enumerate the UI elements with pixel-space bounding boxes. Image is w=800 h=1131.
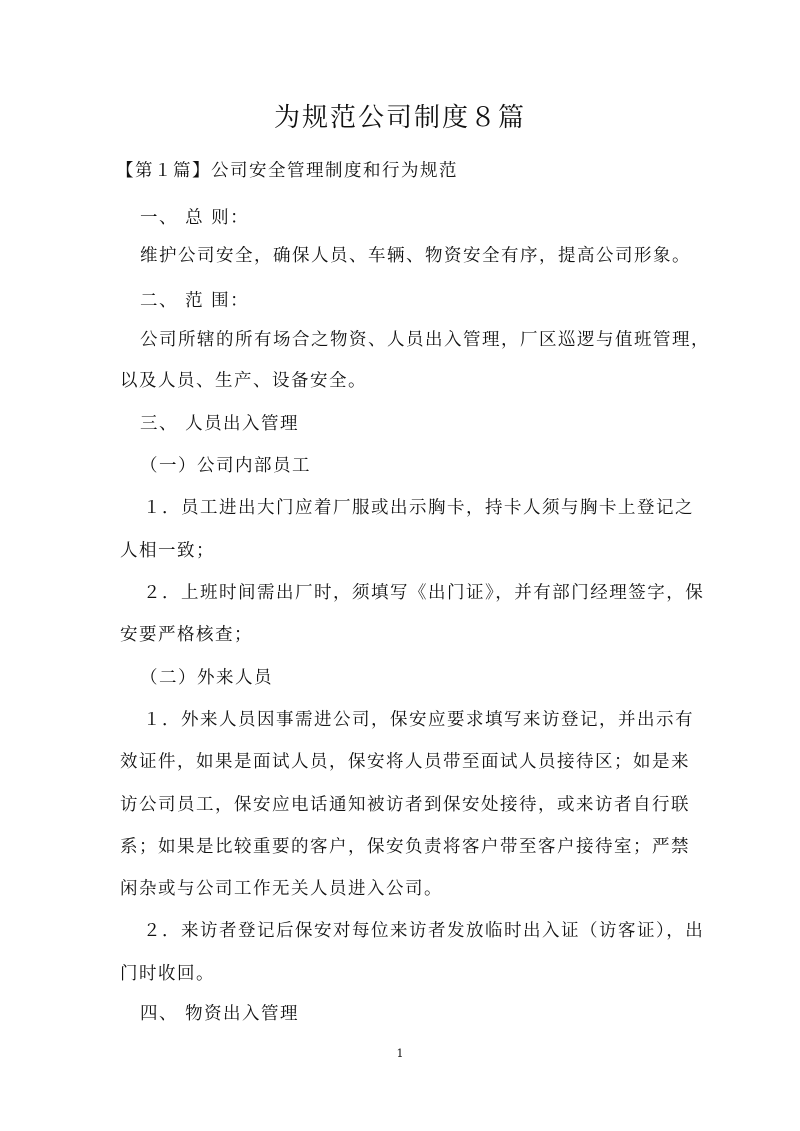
scope-text-line2: 以及人员、生产、设备安全。 bbox=[120, 371, 367, 391]
scope-text-line1: 公司所辖的所有场合之物资、人员出入管理，厂区巡逻与值班管理， bbox=[140, 330, 710, 350]
internal-item2-line2: 安要严格核查； bbox=[120, 625, 253, 645]
personnel-heading: 三、 人员出入管理 bbox=[140, 414, 300, 434]
internal-heading: （一）公司内部员工 bbox=[140, 456, 311, 476]
external-heading: （二）外来人员 bbox=[140, 668, 273, 688]
scope-heading: 二、 范 围： bbox=[140, 291, 250, 311]
external-item1-line3: 访公司员工，保安应电话通知被访者到保安处接待，或来访者自行联 bbox=[120, 795, 690, 815]
general-text: 维护公司安全，确保人员、车辆、物资安全有序，提高公司形象。 bbox=[140, 246, 691, 266]
internal-item2-line1: ２．上班时间需出厂时，须填写《出门证》，并有部门经理签字，保 bbox=[143, 583, 705, 603]
external-item2-line2: 门时收回。 bbox=[120, 964, 215, 984]
external-item1-line4: 系；如果是比较重要的客户，保安负责将客户带至客户接待室；严禁 bbox=[120, 837, 690, 857]
general-heading: 一、 总 则： bbox=[140, 208, 250, 228]
section-heading: 【第１篇】公司安全管理制度和行为规范 bbox=[116, 161, 458, 181]
external-item2-line1: ２．来访者登记后保安对每位来访者发放临时出入证（访客证），出 bbox=[143, 921, 705, 941]
external-item1-line2: 效证件，如果是面试人员，保安将人员带至面试人员接待区；如是来 bbox=[120, 752, 690, 772]
page-number: 1 bbox=[396, 1047, 404, 1060]
internal-item1-line1: １．员工进出大门应着厂服或出示胸卡，持卡人须与胸卡上登记之 bbox=[143, 498, 694, 518]
internal-item1-line2: 人相一致； bbox=[120, 541, 215, 561]
external-item1-line5: 闲杂或与公司工作无关人员进入公司。 bbox=[120, 879, 443, 899]
document-title: 为规范公司制度８篇 bbox=[273, 103, 526, 133]
external-item1-line1: １．外来人员因事需进公司，保安应要求填写来访登记，并出示有 bbox=[143, 710, 694, 730]
materials-heading: 四、 物资出入管理 bbox=[140, 1004, 300, 1024]
